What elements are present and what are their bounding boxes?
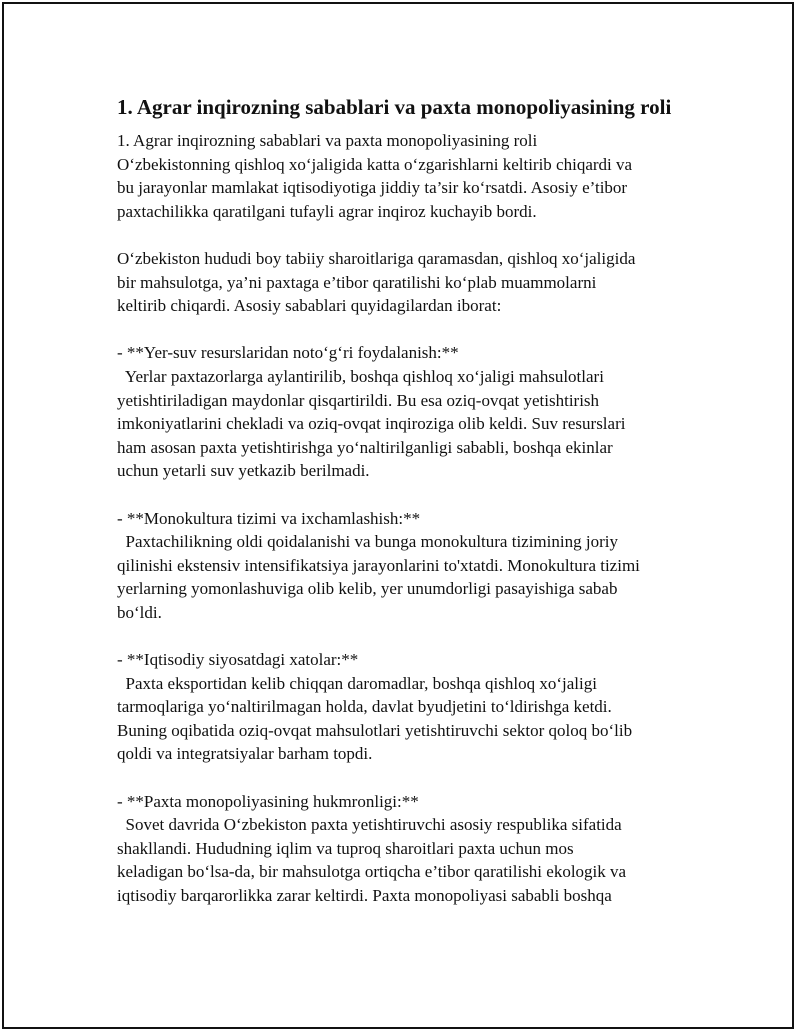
text-line: bo‘ldi. <box>117 602 162 622</box>
text-line: qilinishi ekstensiv intensifikatsiya jarayonlarini to'xtatdi. Monokultura tizimi <box>117 555 640 575</box>
text-line: keltirib chiqardi. Asosiy sabablari quyidagilardan iborat: <box>117 296 502 316</box>
text-line: - **Iqtisodiy siyosatdagi xatolar:** <box>117 650 359 670</box>
text-line: Yerlar paxtazorlarga aylantirilib, boshqa qishloq xo‘jaligi mahsulotlari <box>117 366 604 386</box>
text-line: Buning oqibatida oziq-ovqat mahsulotlari yetishtiruvchi sektor qoloq bo‘lib <box>117 720 633 740</box>
blank-line <box>117 624 717 648</box>
blank-line <box>117 223 717 247</box>
document-heading: 1. Agrar inqirozning sabablari va paxta monopoliyasining roli <box>117 95 672 119</box>
text-line: - **Paxta monopoliyasining hukmronligi:** <box>117 791 419 811</box>
text-line: tarmoqlariga yo‘naltirilmagan holda, davlat byudjetini to‘ldirishga ketdi. <box>117 697 612 717</box>
text-line: Paxta eksportidan kelib chiqqan daromadlar, boshqa qishloq xo‘jaligi <box>117 673 597 693</box>
text-line: iqtisodiy barqarorlikka zarar keltirdi. Paxta monopoliyasi sababli boshqa <box>117 886 612 905</box>
text-line: uchun yetarli suv yetkazib berilmadi. <box>117 461 370 481</box>
text-line: Paxtachilikning oldi qoidalanishi va bunga monokultura tizimining joriy <box>117 532 618 552</box>
text-line: 1. Agrar inqirozning sabablari va paxta monopoliyasining roli <box>117 131 538 150</box>
document-body <box>117 129 717 908</box>
document-content <box>117 93 717 908</box>
text-line: ham asosan paxta yetishtirishga yo‘naltirilganligi sababli, boshqa ekinlar <box>117 437 613 457</box>
text-line: Sovet davrida O‘zbekiston paxta yetishtiruvchi asosiy respublika sifatida <box>117 815 622 835</box>
text-line: shakllandi. Hududning iqlim va tuproq sharoitlari paxta uchun mos <box>117 838 574 858</box>
text-line: bu jarayonlar mamlakat iqtisodiyotiga jiddiy ta’sir ko‘rsatdi. Asosiy e’tibor <box>117 178 628 198</box>
blank-line <box>117 766 717 790</box>
text-line: paxtachilikka qaratilgani tufayli agrar inqiroz kuchayib bordi. <box>117 201 537 221</box>
text-line: keladigan bo‘lsa-da, bir mahsulotga ortiqcha e’tibor qaratilishi ekologik va <box>117 862 627 882</box>
blank-line <box>117 483 717 507</box>
text-line: - **Yer-suv resurslaridan noto‘g‘ri foydalanish:** <box>117 343 459 363</box>
text-line: bir mahsulotga, ya’ni paxtaga e’tibor qaratilishi ko‘plab muammolarni <box>117 272 597 292</box>
text-line: qoldi va integratsiyalar barham topdi. <box>117 744 373 764</box>
text-line: - **Monokultura tizimi va ixchamlashish:** <box>117 508 421 528</box>
text-line: yerlarning yomonlashuviga olib kelib, yer unumdorligi pasayishiga sabab <box>117 579 618 599</box>
text-line: yetishtiriladigan maydonlar qisqartirildi. Bu esa oziq-ovqat yetishtirish <box>117 390 600 410</box>
text-line: imkoniyatlarini chekladi va oziq-ovqat inqiroziga olib keldi. Suv resurslari <box>117 414 626 434</box>
text-line: O‘zbekistonning qishloq xo‘jaligida katta o‘zgarishlarni keltirib chiqardi va <box>117 154 633 174</box>
text-line: O‘zbekiston hududi boy tabiiy sharoitlariga qaramasdan, qishloq xo‘jaligida <box>117 248 636 268</box>
blank-line <box>117 318 717 342</box>
